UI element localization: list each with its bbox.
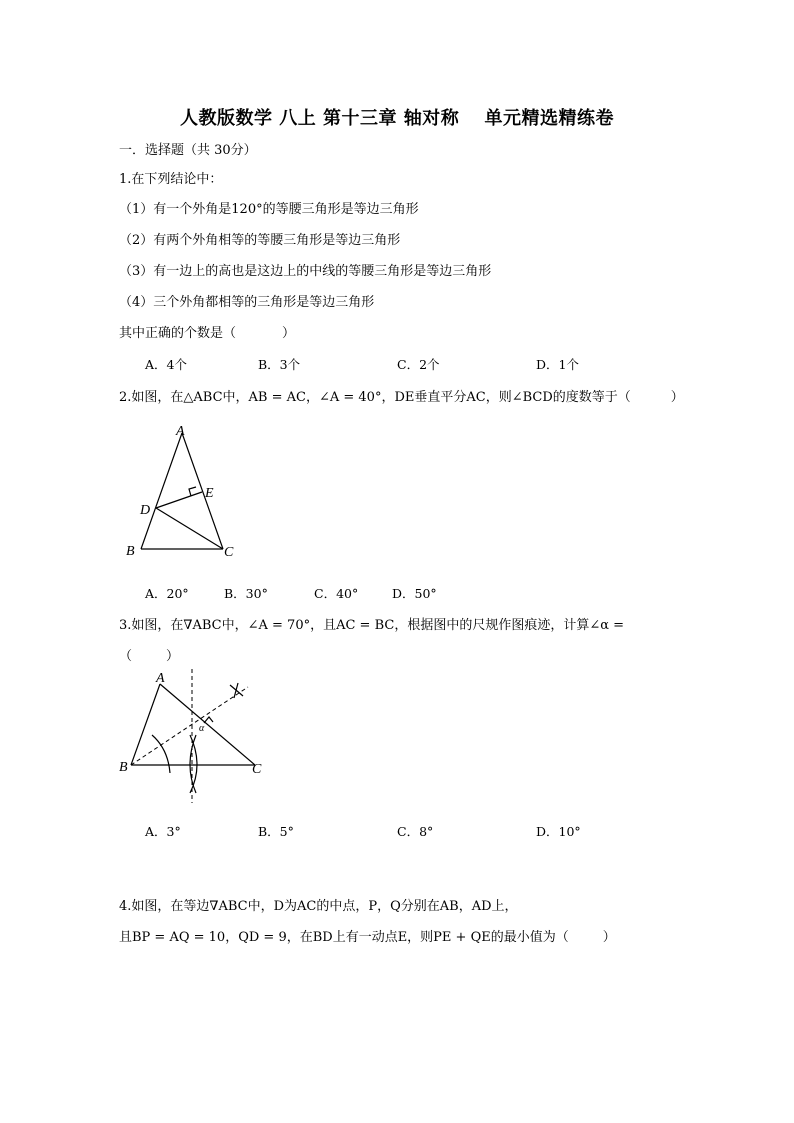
q2-option-c: C．40° <box>314 586 359 601</box>
q1-item-4: （4）三个外角都相等的三角形是等边三角形 <box>119 295 375 310</box>
q2-option-d: D．50° <box>392 586 437 601</box>
q3-paren-close: ） <box>166 649 180 664</box>
q1-item-2: （2）有两个外角相等的等腰三角形是等边三角形 <box>119 233 401 248</box>
q2-stem: 2.如图，在△ABC中，AB = AC，∠A = 40°，DE垂直平分AC，则∠BCD的度数等于（ <box>119 390 631 405</box>
q2-stem-line <box>119 386 684 405</box>
q2-segment-de <box>156 492 202 508</box>
q1-option-b: B．3个 <box>258 357 301 372</box>
q1-item-3: （3）有一边上的高也是这边上的中线的等腰三角形是等边三角形 <box>119 264 492 279</box>
q3-option-b: B．5° <box>258 824 294 839</box>
q2-label-e: E <box>205 486 214 501</box>
q2-option-b: B．30° <box>224 586 268 601</box>
section-heading: 一．选择题（共 30分） <box>119 143 257 158</box>
q2-label-b: B <box>126 544 135 559</box>
q1-stem: 1.在下列结论中： <box>119 172 223 187</box>
q3-option-d: D．10° <box>536 824 581 839</box>
q3-option-c: C．8° <box>397 824 434 839</box>
q3-angle-bisector <box>131 687 248 765</box>
q2-side-ab <box>141 433 182 549</box>
q4-line-2-close: ） <box>602 930 616 945</box>
q3-option-a: A．3° <box>145 824 181 839</box>
q1-option-a: A．4个 <box>145 357 187 372</box>
q3-label-b: B <box>119 760 128 775</box>
q4-line-2 <box>119 926 616 945</box>
q3-arc-right <box>190 735 197 793</box>
q1-ask <box>119 322 295 341</box>
q1-option-c: C．2个 <box>397 357 440 372</box>
q3-side-ab <box>131 684 160 765</box>
q2-label-c: C <box>224 545 234 560</box>
q3-angle-mark <box>204 717 213 723</box>
q2-stem-close: ） <box>670 390 684 405</box>
q3-label-a: A <box>156 671 165 686</box>
q2-side-ac <box>182 433 223 549</box>
q2-label-a: A <box>176 424 185 439</box>
q4-line-2-text: 且BP = AQ = 10，QD = 9，在BD上有一动点E，则PE + QE的最小值为（ <box>119 930 569 945</box>
q1-ask-text: 其中正确的个数是（ <box>119 326 237 341</box>
page-title: 人教版数学 八上 第十三章 轴对称 单元精选精练卷 <box>179 108 615 129</box>
q3-side-ac <box>160 684 255 765</box>
q3-paren <box>119 645 179 664</box>
q4-line-1: 4.如图，在等边∇ABC中，D为AC的中点，P，Q分别在AB，AD上， <box>119 899 518 914</box>
q1-item-1: （1）有一个外角是120°的等腰三角形是等边三角形 <box>119 202 419 217</box>
q3-label-alpha: α <box>199 723 205 734</box>
q2-label-d: D <box>140 503 151 518</box>
q3-paren-open: （ <box>119 649 133 664</box>
q3-label-c: C <box>252 762 262 777</box>
q2-segment-dc <box>156 508 223 549</box>
q1-option-d: D．1个 <box>536 357 579 372</box>
q3-figure <box>110 665 270 810</box>
q3-stem: 3.如图，在∇ABC中，∠A = 70°，且AC = BC，根据图中的尺规作图痕迹，计算∠α = <box>119 618 625 633</box>
q2-option-a: A．20° <box>145 586 189 601</box>
q1-ask-close: ） <box>282 326 296 341</box>
q2-figure <box>110 415 250 565</box>
